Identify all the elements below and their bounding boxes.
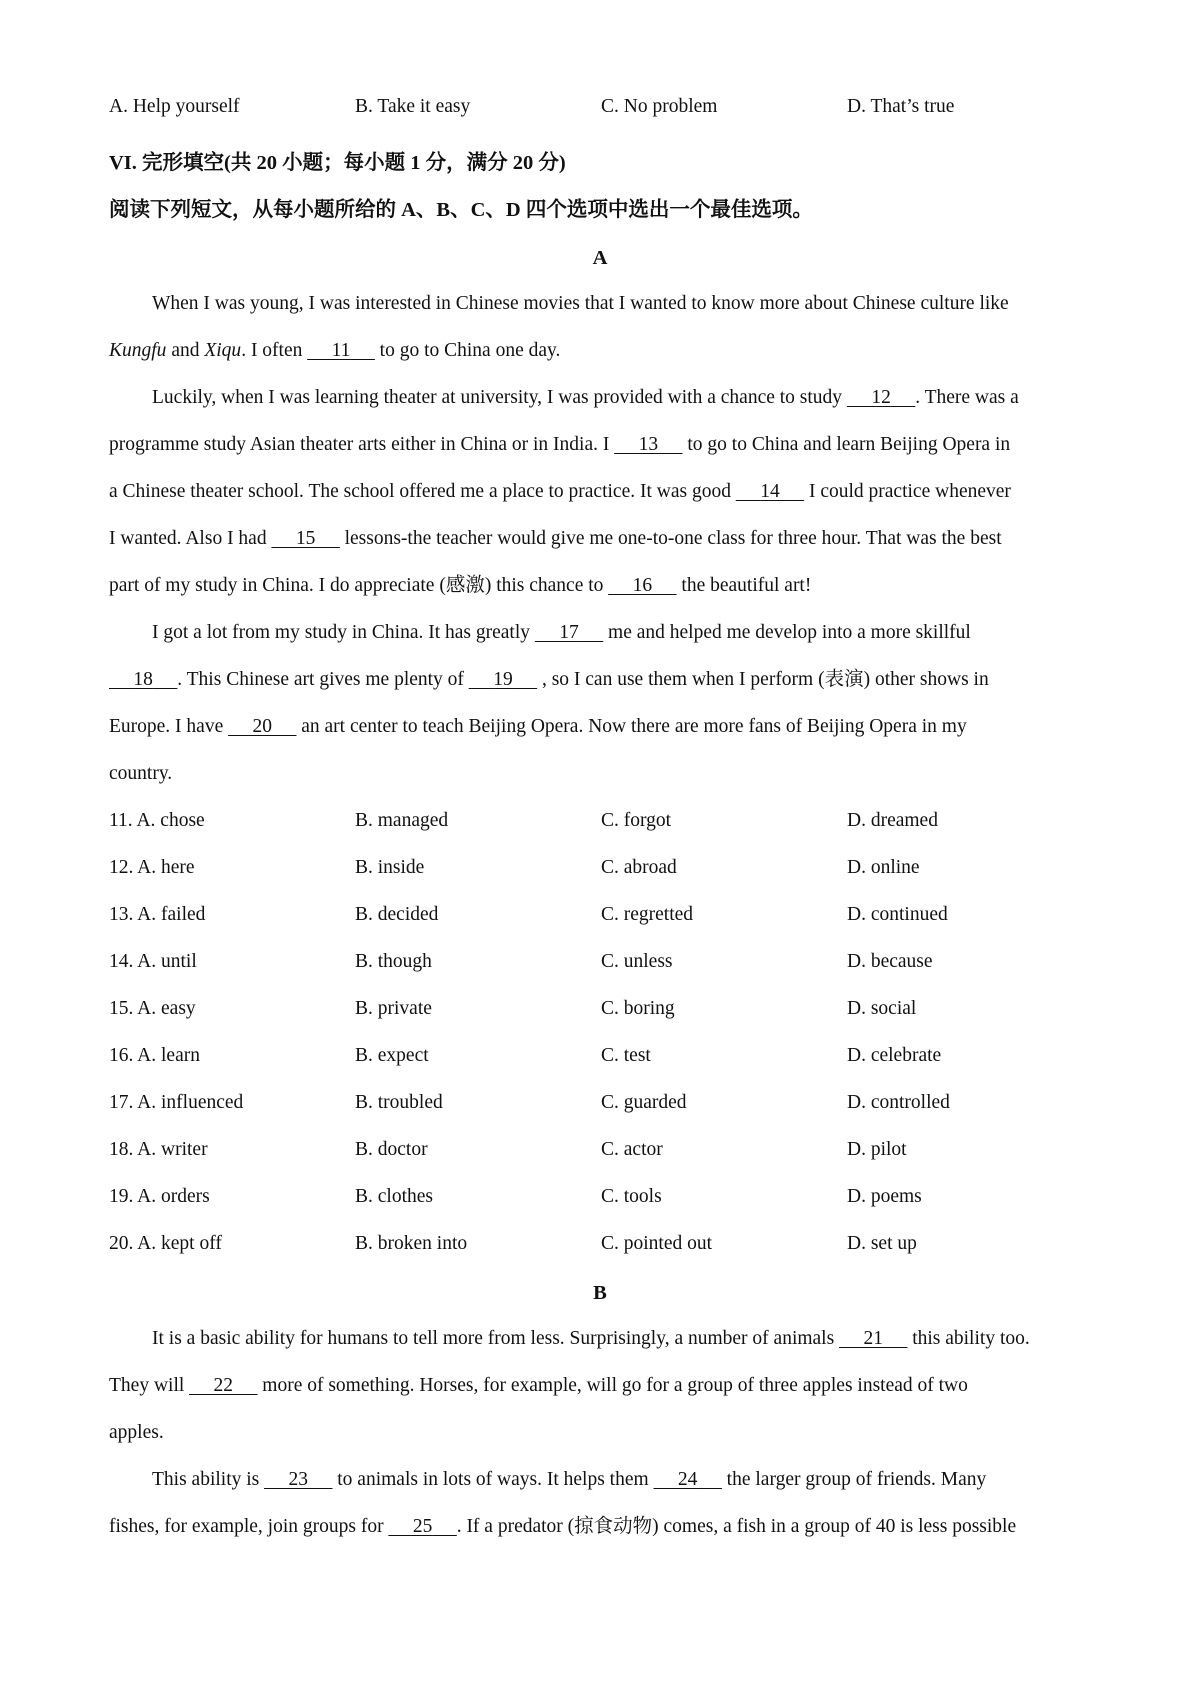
question-option: B. decided [355, 904, 439, 925]
question-option: C. unless [601, 951, 673, 972]
passage-text: and [166, 340, 205, 361]
blank-22: 22 [213, 1375, 234, 1396]
question-row [109, 949, 1099, 975]
question-row [109, 1184, 1099, 1210]
passage-a-line [109, 761, 172, 787]
question-option: D. dreamed [847, 810, 938, 831]
question-option: B. doctor [355, 1139, 428, 1160]
passage-text: . I often [241, 340, 308, 361]
question-row [109, 1043, 1099, 1069]
question-row [109, 1090, 1099, 1116]
passage-a-line [109, 338, 560, 364]
question-option: B. clothes [355, 1186, 433, 1207]
question-option: B. broken into [355, 1233, 468, 1254]
question-option: D. controlled [847, 1092, 950, 1113]
passage-text: a Chinese theater school. The school offered me a place to practice. It was good [109, 481, 736, 502]
passage-text: Luckily, when I was learning theater at university, I was provided with a chance to study [152, 387, 847, 408]
blank-12: 12 [871, 387, 891, 408]
blank-15: 15 [295, 528, 316, 549]
question-option: D. set up [847, 1233, 917, 1254]
question-option: B. expect [355, 1045, 429, 1066]
passage-text: the larger group of friends. Many [721, 1469, 987, 1490]
option-b: B. Take it easy [355, 96, 471, 117]
passage-a-line [109, 573, 811, 599]
question-option: D. continued [847, 904, 948, 925]
question-option: 17. A. influenced [109, 1092, 244, 1113]
question-row [109, 855, 1099, 881]
passage-text: programme study Asian theater arts either in China or in India. I [109, 434, 615, 455]
passage-text: I wanted. Also I had [109, 528, 272, 549]
question-option: D. celebrate [847, 1045, 942, 1066]
passage-b-line [152, 1467, 986, 1493]
question-option: D. because [847, 951, 933, 972]
question-option: B. managed [355, 810, 449, 831]
question-option: C. regretted [601, 904, 694, 925]
blank-19: 19 [493, 669, 513, 690]
blank-25: 25 [412, 1516, 433, 1537]
passage-text: more of something. Horses, for example, will go for a group of three apples instead of two [257, 1375, 968, 1396]
blank-18: 18 [133, 669, 153, 690]
passage-a-line [152, 385, 1019, 411]
question-row [109, 996, 1099, 1022]
blank-23: 23 [288, 1469, 308, 1490]
question-option: C. actor [601, 1139, 663, 1160]
question-option: C. abroad [601, 857, 677, 878]
passage-text: me and helped me develop into a more skillful [603, 622, 971, 643]
blank-16: 16 [632, 575, 653, 596]
passage-a-line [109, 714, 967, 740]
question-option: 18. A. writer [109, 1139, 208, 1160]
question-row [109, 1137, 1099, 1163]
option-d: D. That’s true [847, 96, 955, 117]
question-row [109, 808, 1099, 834]
passage-b-line [152, 1326, 1030, 1352]
passage-text: the beautiful art! [676, 575, 812, 596]
blank-14: 14 [760, 481, 780, 502]
question-option: C. tools [601, 1186, 662, 1207]
section-instruction: 阅读下列短文，从每小题所给的 A、B、C、D 四个选项中选出一个最佳选项。 [109, 199, 813, 221]
passage-a-line [109, 526, 1002, 552]
question-option: D. pilot [847, 1139, 907, 1160]
blank-20: 20 [252, 716, 272, 737]
passage-a-line [109, 479, 1011, 505]
question-option: C. pointed out [601, 1233, 713, 1254]
passage-text: I got a lot from my study in China. It has greatly [152, 622, 535, 643]
passage-text: Xiqu [204, 340, 242, 361]
passage-b-line [109, 1514, 1016, 1540]
question-option: B. though [355, 951, 432, 972]
passage-text: It is a basic ability for humans to tell more from less. Surprisingly, a number of animals [152, 1328, 840, 1349]
passage-text: , so I can use them when I perform (表演) other shows in [537, 669, 989, 690]
blank-11: 11 [331, 340, 351, 361]
passage-text: lessons-the teacher would give me one-to-one class for three hour. That was the best [339, 528, 1002, 549]
passage-text: to animals in lots of ways. It helps them [332, 1469, 654, 1490]
passage-a-line [109, 432, 1010, 458]
passage-text: an art center to teach Beijing Opera. Now there are more fans of Beijing Opera in my [296, 716, 967, 737]
question-row [109, 902, 1099, 928]
passage-text: This ability is [152, 1469, 265, 1490]
passage-text: Europe. I have [109, 716, 229, 737]
question-option: 16. A. learn [109, 1045, 200, 1066]
question-option: D. online [847, 857, 920, 878]
passage-text: country. [109, 763, 173, 784]
blank-17: 17 [559, 622, 579, 643]
blank-21: 21 [863, 1328, 883, 1349]
question-option: B. troubled [355, 1092, 443, 1113]
passage-text: . This Chinese art gives me plenty of [177, 669, 469, 690]
passage-a-line [109, 667, 989, 693]
blank-13: 13 [638, 434, 659, 455]
passage-a-line [152, 291, 1009, 317]
question-option: 20. A. kept off [109, 1233, 222, 1254]
question-option: C. test [601, 1045, 651, 1066]
question-option: 11. A. chose [109, 810, 205, 831]
blank-24: 24 [677, 1469, 698, 1490]
question-option: 14. A. until [109, 951, 197, 972]
passage-a-heading: A [592, 247, 608, 269]
passage-text: They will [109, 1375, 190, 1396]
passage-text: fishes, for example, join groups for [109, 1516, 389, 1537]
question-option: C. boring [601, 998, 675, 1019]
question-option: B. private [355, 998, 432, 1019]
question-option: 12. A. here [109, 857, 195, 878]
question-option: 19. A. orders [109, 1186, 210, 1207]
passage-text: I could practice whenever [804, 481, 1011, 502]
passage-text: Kungfu [109, 340, 167, 361]
passage-a-line [152, 620, 971, 646]
passage-text: to go to China and learn Beijing Opera in [682, 434, 1011, 455]
section-title: VI. 完形填空(共 20 小题；每小题 1 分，满分 20 分) [109, 152, 566, 174]
passage-text: apples. [109, 1422, 164, 1443]
question-option: C. forgot [601, 810, 672, 831]
question-option: D. poems [847, 1186, 922, 1207]
passage-text: this ability too. [907, 1328, 1030, 1349]
passage-text: part of my study in China. I do appreciate (感激) this chance to [109, 575, 609, 596]
question-option: D. social [847, 998, 917, 1019]
passage-text: . If a predator (掠食动物) comes, a fish in a group of 40 is less possible [456, 1516, 1017, 1537]
question-option: C. guarded [601, 1092, 687, 1113]
prev-options-row [109, 94, 1099, 120]
option-a: A. Help yourself [109, 96, 240, 117]
passage-text: When I was young, I was interested in Chinese movies that I wanted to know more about Chinese culture like [152, 293, 1009, 314]
passage-text: . There was a [915, 387, 1019, 408]
question-option: 13. A. failed [109, 904, 206, 925]
passage-b-line [109, 1373, 968, 1399]
passage-b-heading: B [593, 1282, 607, 1304]
question-option: 15. A. easy [109, 998, 196, 1019]
question-option: B. inside [355, 857, 425, 878]
option-c: C. No problem [601, 96, 718, 117]
passage-text: to go to China one day. [374, 340, 561, 361]
passage-b-line [109, 1420, 164, 1446]
question-row [109, 1231, 1099, 1257]
